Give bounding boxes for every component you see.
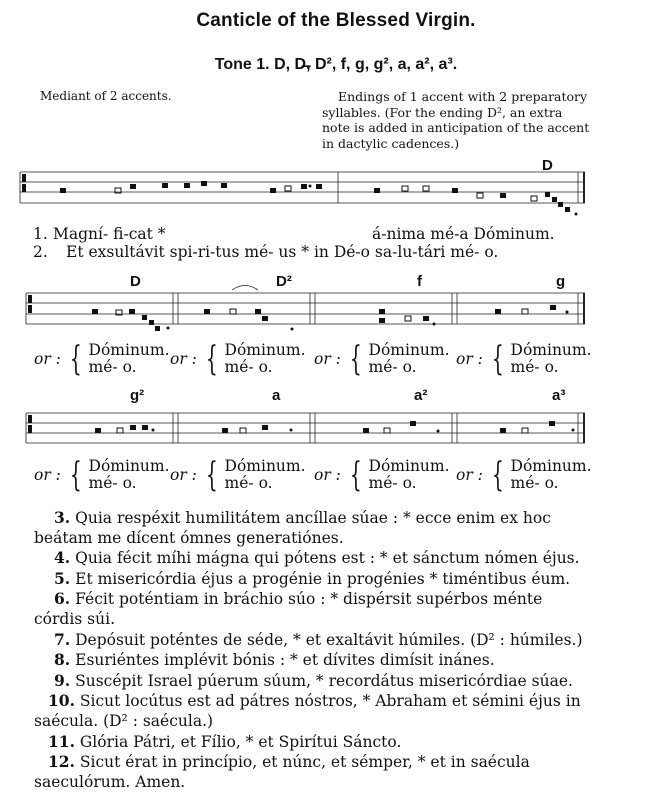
alt-ending (314, 339, 450, 379)
endings-note: Endings of 1 accent with 2 preparatory syllables. (For the ending D², an extra note is added in anticipation of the accent in dactylic cadences.) (322, 89, 590, 151)
or-label: or : (456, 350, 483, 368)
alt-top: Dóminum. (224, 457, 306, 475)
alt-top: Dóminum. (88, 341, 170, 359)
verse-2-number: 2. (33, 243, 48, 261)
alt-top: Dóminum. (368, 457, 450, 475)
brace-icon: { (205, 339, 218, 379)
verse: 9. Suscépit Israel púerum súum, * recordátus misericórdiae súae. (54, 670, 573, 690)
or-label: or : (170, 466, 197, 484)
mediant-note: Mediant of 2 accents. (40, 89, 172, 103)
alt-bottom: mé- o. (88, 474, 137, 492)
verse: 7. Depósuit poténtes de séde, * et exaltávit húmiles. (D² : húmiles.) (54, 629, 583, 649)
alt-bottom: mé- o. (368, 474, 417, 492)
alt-ending (456, 455, 592, 495)
alt-bottom: mé- o. (510, 474, 559, 492)
verse: 3. Quia respéxit humilitátem ancíllae súae : * ecce enim ex hoc beátam me dícent ómnes generatiónes. (34, 508, 551, 547)
alt-ending (170, 455, 306, 495)
ending-label: g (556, 273, 566, 290)
verse: 6. Fécit poténtiam in bráchio súo : * dispérsit supérbos ménte córdis súi. (34, 589, 543, 628)
verse: 12. Sicut érat in princípio, et núnc, et sémper, * et in saécula saeculórum. Amen. (34, 752, 530, 791)
or-label: or : (314, 466, 341, 484)
or-label: or : (170, 350, 197, 368)
ending-label: D (130, 273, 141, 290)
verse: 4. Quia fécit míhi mágna qui pótens est : * et sánctum nómen éjus. (54, 548, 580, 568)
brace-icon: { (491, 339, 504, 379)
or-label: or : (34, 466, 61, 484)
brace-icon: { (205, 455, 218, 495)
alt-ending (456, 339, 592, 379)
alt-ending (170, 339, 306, 379)
alt-top: Dóminum. (224, 341, 306, 359)
alt-ending (34, 455, 170, 495)
ending-label: D² (276, 273, 292, 290)
alt-bottom: mé- o. (224, 358, 273, 376)
alt-top: Dóminum. (368, 341, 450, 359)
or-label: or : (34, 350, 61, 368)
ending-label: g² (130, 387, 145, 404)
ending-label-d: D (542, 157, 553, 174)
brace-icon: { (69, 455, 82, 495)
alt-bottom: mé- o. (510, 358, 559, 376)
verse: 11. Glória Pátri, et Fílio, * et Spirítui Sáncto. (48, 731, 402, 751)
verse: 5. Et misericórdia éjus a progénie in progénies * timéntibus éum. (54, 568, 571, 588)
alt-bottom: mé- o. (88, 358, 137, 376)
brace-icon: { (69, 339, 82, 379)
verse: 8. Esuriéntes implévit bónis : * et dívites dimísit inánes. (54, 650, 495, 670)
alt-top: Dóminum. (510, 457, 592, 475)
page-title: Canticle of the Blessed Virgin. (196, 10, 476, 31)
alt-bottom: mé- o. (224, 474, 273, 492)
ending-label: a³ (552, 387, 566, 404)
verse: 10. Sicut locútus est ad pátres nóstros, * Abraham et sémini éjus in saécula. (D² : saécula.) (34, 691, 581, 730)
or-label: or : (456, 466, 483, 484)
alt-top: Dóminum. (510, 341, 592, 359)
alt-top: Dóminum. (88, 457, 170, 475)
verse-2-text: Et exsultávit spi-ri-tus mé- us * in Dé-o sa-lu-tári mé- o. (66, 243, 499, 261)
tone-line: Tone 1. D, D̶, D², f, g, g², a, a², a³. (214, 56, 458, 73)
alt-ending (314, 455, 450, 495)
verse-1-first-half: Magní- fi-cat * (53, 225, 166, 243)
alt-bottom: mé- o. (368, 358, 417, 376)
ending-label: a (272, 387, 281, 404)
brace-icon: { (491, 455, 504, 495)
verses-list (34, 508, 589, 792)
alt-ending (34, 339, 170, 379)
ending-label: f (417, 273, 422, 290)
verse-1-number: 1. (33, 225, 48, 243)
brace-icon: { (349, 339, 362, 379)
brace-icon: { (349, 455, 362, 495)
ending-label: a² (414, 387, 428, 404)
verse-1-second-half: á-nima mé-a Dóminum. (372, 225, 555, 243)
or-label: or : (314, 350, 341, 368)
